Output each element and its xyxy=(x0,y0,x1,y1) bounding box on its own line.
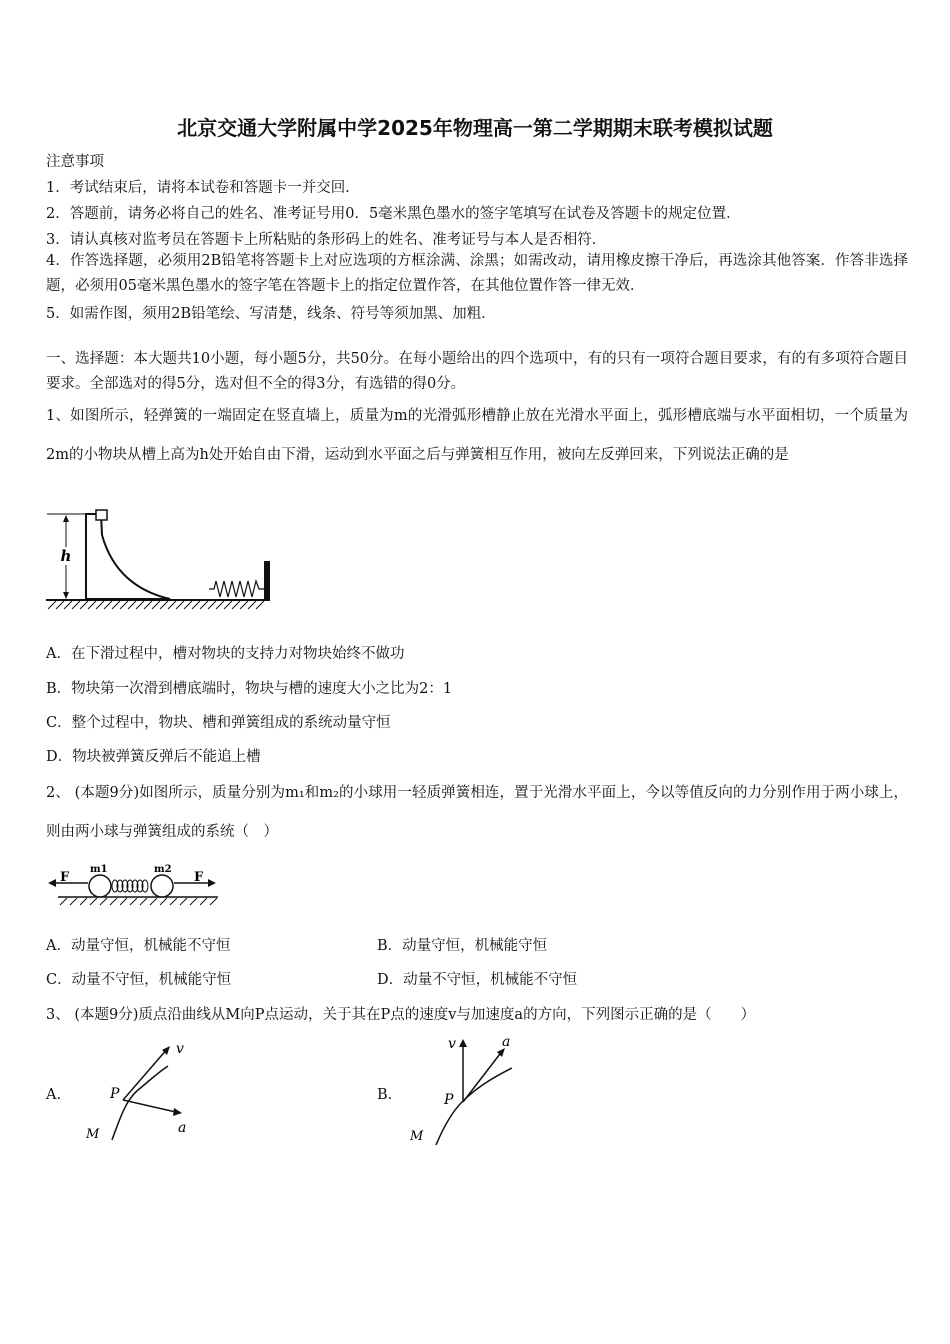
ball-m2 xyxy=(151,875,173,897)
wall xyxy=(264,561,270,601)
q3-figure-b xyxy=(408,1030,528,1148)
notice-item: 5．如需作图，须用2B铅笔绘、写清楚，线条、符号等须加黑、加粗． xyxy=(46,306,496,322)
q1-option-a: A．在下滑过程中，槽对物块的支持力对物块始终不做功 xyxy=(46,646,405,662)
q3-option-b-label: B. xyxy=(377,1087,393,1103)
q2-option-b: B．动量守恒，机械能守恒 xyxy=(377,938,548,954)
acceleration-arrow xyxy=(123,1100,180,1113)
notice-item: 3．请认真核对监考员在答题卡上所粘贴的条形码上的姓名、准考证号与本人是否相符． xyxy=(46,232,607,248)
q3-option-a-label: A. xyxy=(46,1087,62,1103)
a-label: a xyxy=(502,1034,511,1050)
q1-option-c: C．整个过程中，物块、槽和弹簧组成的系统动量守恒 xyxy=(46,715,391,731)
notice-heading: 注意事项 xyxy=(46,154,104,170)
notice-item: 2．答题前，请务必将自己的姓名、准考证号用0．5毫米黑色墨水的签字笔填写在试卷及答题卡的规定位置． xyxy=(46,206,741,222)
notice-item: 4．作答选择题，必须用2B铅笔将答题卡上对应选项的方框涂满、涂黑；如需改动，请用橡皮擦干净后，再选涂其他答案．作答非选择题，必须用05毫米黑色墨水的签字笔在答题卡上的指定位置作答，在其他位置作答一律无效． xyxy=(46,253,908,294)
q2-option-c: C．动量不守恒，机械能守恒 xyxy=(46,972,232,988)
q1-stem: 1、如图所示，轻弹簧的一端固定在竖直墙上，质量为m的光滑弧形槽静止放在光滑水平面上，弧形槽底端与水平面相切，一个质量为2m的小物块从槽上高为h处开始自由下滑，运动到水平面之后与弹簧相互作用，被向左反弹回来，下列说法正确的是 xyxy=(46,408,908,463)
p-label: P xyxy=(444,1092,454,1108)
trajectory-curve xyxy=(112,1066,168,1140)
q1-option-d: D．物块被弹簧反弹后不能追上槽 xyxy=(46,749,261,765)
spring xyxy=(112,880,148,892)
page-title: 北京交通大学附属中学2025年物理高一第二学期期末联考模拟试题 xyxy=(177,116,773,140)
q2-stem: 2、 (本题9分)如图所示，质量分别为m₁和m₂的小球用一轻质弹簧相连，置于光滑水平面上，今以等值反向的力分别作用于两小球上，则由两小球与弹簧组成的系统（ ） xyxy=(46,785,908,840)
q2-figure xyxy=(44,862,226,912)
left-force-label: F xyxy=(60,870,70,885)
small-block xyxy=(96,510,107,520)
notice-item: 1．考试结束后，请将本试卷和答题卡一并交回． xyxy=(46,180,360,196)
a-label: a xyxy=(178,1120,187,1136)
m1-label: m1 xyxy=(90,864,108,875)
m-label: M xyxy=(86,1127,100,1142)
v-label: v xyxy=(448,1036,456,1052)
m-label: M xyxy=(410,1129,424,1144)
height-label: h xyxy=(60,547,72,565)
q1-figure xyxy=(44,505,276,615)
section-heading: 一、选择题：本大题共10小题，每小题5分，共50分。在每小题给出的四个选项中，有的只有一项符合题目要求，有的有多项符合题目要求。全部选对的得5分，选对但不全的得3分，有选错的得0分。 xyxy=(46,351,908,392)
q3-stem: 3、 (本题9分)质点沿曲线从M向P点运动，关于其在P点的速度v与加速度a的方向，下列图示正确的是（ ） xyxy=(46,1007,756,1023)
ball-m1 xyxy=(89,875,111,897)
velocity-arrow xyxy=(123,1048,168,1100)
spring xyxy=(209,581,264,597)
q3-figure-a xyxy=(80,1036,200,1146)
right-force-label: F xyxy=(194,870,204,885)
p-label: P xyxy=(110,1086,120,1102)
arc-groove xyxy=(86,514,170,599)
q2-option-d: D．动量不守恒，机械能不守恒 xyxy=(377,972,578,988)
m2-label: m2 xyxy=(154,864,172,875)
q2-option-a: A．动量守恒，机械能不守恒 xyxy=(46,938,231,954)
q1-option-b: B．物块第一次滑到槽底端时，物块与槽的速度大小之比为2：1 xyxy=(46,681,453,697)
v-label: v xyxy=(176,1041,184,1057)
